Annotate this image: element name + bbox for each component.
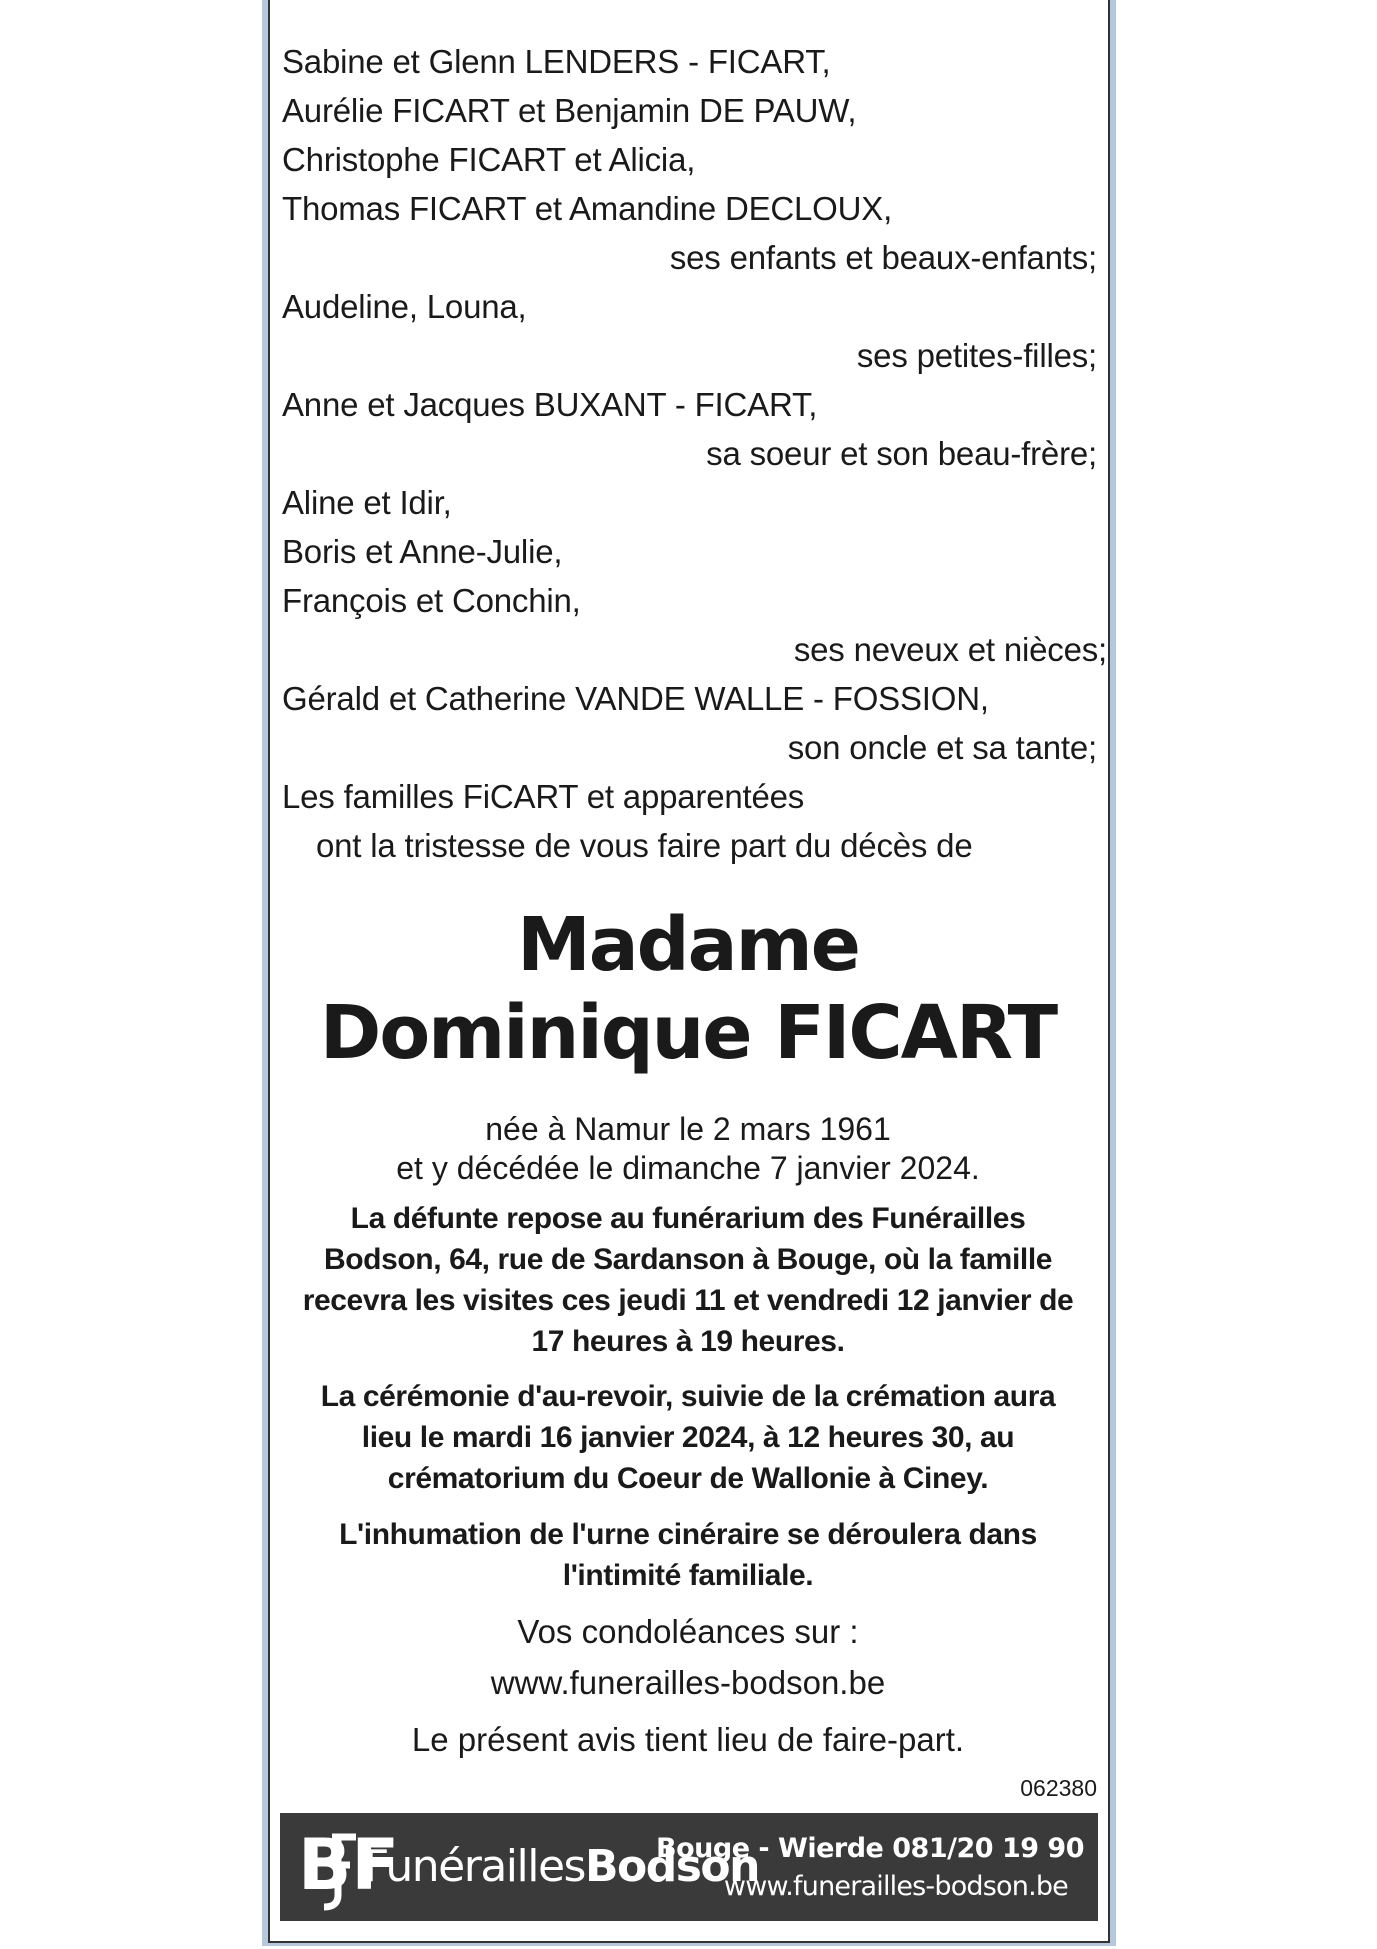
- relation-label: ses neveux et nièces;: [793, 631, 1107, 668]
- urn-line: l'intimité familiale.: [562, 1559, 814, 1592]
- notice-line: recevra les visites ces jeudi 11 et vendredi 12 janvier de: [302, 1284, 1074, 1317]
- condolences-url[interactable]: www.funerailles-bodson.be: [490, 1664, 886, 1701]
- notice-line: 17 heures à 19 heures.: [531, 1325, 845, 1358]
- birth-line: née à Namur le 2 mars 1961: [485, 1111, 891, 1147]
- bodson-logo-icon: [298, 1823, 400, 1911]
- logo-letter-b: BF: [298, 1824, 400, 1906]
- relation-label: ses enfants et beaux-enfants;: [669, 239, 1097, 276]
- family-line: Anne et Jacques BUXANT - FICART,: [282, 386, 818, 423]
- family-line: Sabine et Glenn LENDERS - FICART,: [282, 43, 831, 80]
- urn-line: L'inhumation de l'urne cinéraire se déroulera dans: [339, 1518, 1037, 1551]
- brand-part-a: Funérailles: [364, 1841, 585, 1892]
- ceremony-line: crématorium du Coeur de Wallonie à Ciney.: [387, 1462, 989, 1495]
- notice-line: La défunte repose au funérarium des Funérailles: [350, 1202, 1026, 1235]
- deceased-title: Madame: [517, 902, 859, 988]
- ceremony-line: La cérémonie d'au-revoir, suivie de la crémation aura: [320, 1380, 1056, 1413]
- announcement-line: ont la tristesse de vous faire part du décès de: [316, 827, 973, 864]
- family-line: Aline et Idir,: [282, 484, 452, 521]
- relation-label: ses petites-filles;: [856, 337, 1097, 374]
- faire-part-note: Le présent avis tient lieu de faire-part.: [411, 1721, 965, 1758]
- family-line: Audeline, Louna,: [282, 288, 527, 325]
- relation-label: son oncle et sa tante;: [787, 729, 1097, 766]
- family-line: Les familles FiCART et apparentées: [282, 778, 805, 815]
- death-line: et y décédée le dimanche 7 janvier 2024.: [396, 1150, 980, 1186]
- reference-number: 062380: [1020, 1775, 1097, 1801]
- condolences-label: Vos condoléances sur :: [517, 1613, 859, 1650]
- footer-banner: [280, 1813, 1098, 1921]
- notice-line: Bodson, 64, rue de Sardanson à Bouge, où la famille: [323, 1243, 1053, 1276]
- family-line: Gérald et Catherine VANDE WALLE - FOSSION,: [282, 680, 989, 717]
- deceased-name: Dominique FICART: [319, 990, 1057, 1076]
- family-line: Christophe FICART et Alicia,: [282, 141, 696, 178]
- relation-label: sa soeur et son beau-frère;: [706, 435, 1097, 472]
- family-line: Boris et Anne-Julie,: [282, 533, 563, 570]
- family-line: François et Conchin,: [282, 582, 581, 619]
- ceremony-line: lieu le mardi 16 janvier 2024, à 12 heures 30, au: [361, 1421, 1015, 1454]
- family-line: Aurélie FICART et Benjamin DE PAUW,: [282, 92, 857, 129]
- brand-part-b: Bodson: [584, 1841, 759, 1892]
- contact-phone: Bouge - Wierde 081/20 19 90: [656, 1833, 1084, 1864]
- footer-website[interactable]: www.funerailles-bodson.be: [723, 1871, 1068, 1902]
- family-line: Thomas FICART et Amandine DECLOUX,: [282, 190, 893, 227]
